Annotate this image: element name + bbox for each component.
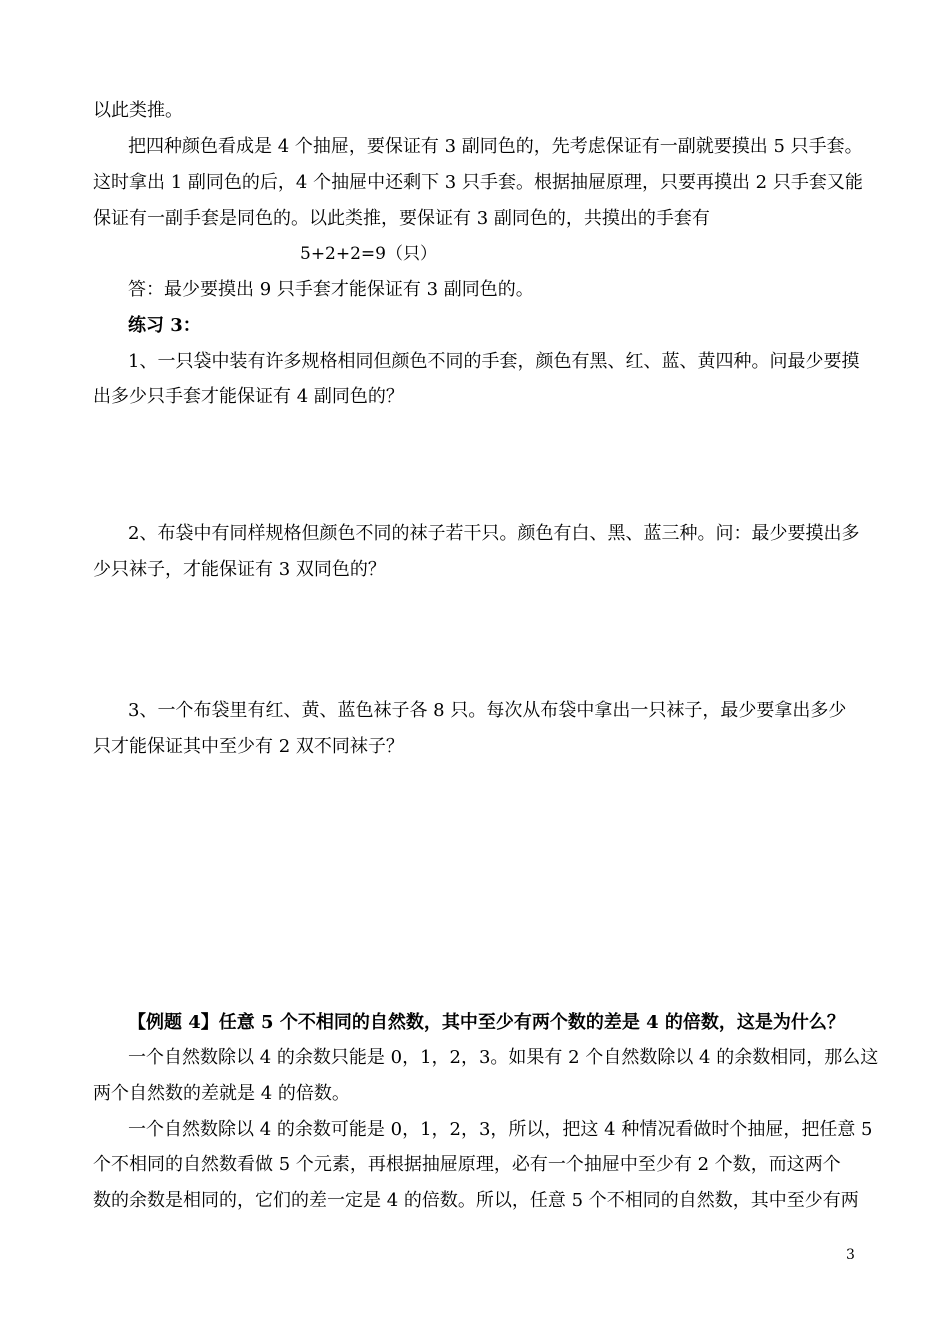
text-line-3: 这时拿出 1 副同色的后，4 个抽屉中还剩下 3 只手套。根据抽屉原理，只要再摸出 2 只手套又能	[93, 172, 863, 193]
example-4-line-1: 一个自然数除以 4 的余数只能是 0，1，2，3。如果有 2 个自然数除以 4 的余数相同，那么这	[128, 1047, 879, 1068]
answer-line: 答：最少要摸出 9 只手套才能保证有 3 副同色的。	[128, 279, 534, 300]
example-4-line-4: 个不相同的自然数看做 5 个元素，再根据抽屉原理，必有一个抽屉中至少有 2 个数，而这两个	[93, 1154, 841, 1175]
example-4-heading: 【例题 4】任意 5 个不相同的自然数，其中至少有两个数的差是 4 的倍数，这是为什么？	[128, 1012, 845, 1033]
exercise-2-line-1: 2、布袋中有同样规格但颜色不同的袜子若干只。颜色有白、黑、蓝三种。问：最少要摸出多	[128, 523, 860, 544]
text-line-1: 以此类推。	[93, 100, 183, 121]
page-number: 3	[846, 1247, 855, 1263]
example-4-line-3: 一个自然数除以 4 的余数可能是 0，1，2，3，所以，把这 4 种情况看做时个抽屉，把任意 5	[128, 1119, 873, 1140]
exercise-1-line-1: 1、一只袋中装有许多规格相同但颜色不同的手套，颜色有黑、红、蓝、黄四种。问最少要摸	[128, 351, 860, 372]
text-line-2: 把四种颜色看成是 4 个抽屉，要保证有 3 副同色的，先考虑保证有一副就要摸出 5 只手套。	[128, 136, 863, 157]
exercise-2-line-2: 少只袜子，才能保证有 3 双同色的？	[93, 559, 386, 580]
text-line-4: 保证有一副手套是同色的。以此类推，要保证有 3 副同色的，共摸出的手套有	[93, 208, 710, 229]
exercise-1-line-2: 出多少只手套才能保证有 4 副同色的？	[93, 386, 404, 407]
example-4-line-2: 两个自然数的差就是 4 的倍数。	[93, 1083, 350, 1104]
exercise-3-line-1: 3、一个布袋里有红、黄、蓝色袜子各 8 只。每次从布袋中拿出一只袜子，最少要拿出多少	[128, 700, 847, 721]
example-4-line-5: 数的余数是相同的，它们的差一定是 4 的倍数。所以，任意 5 个不相同的自然数，其中至少有两	[93, 1190, 859, 1211]
exercise-heading: 练习 3：	[128, 315, 201, 336]
calculation: 5+2+2=9（只）	[300, 244, 437, 264]
exercise-3-line-2: 只才能保证其中至少有 2 双不同袜子？	[93, 736, 404, 757]
